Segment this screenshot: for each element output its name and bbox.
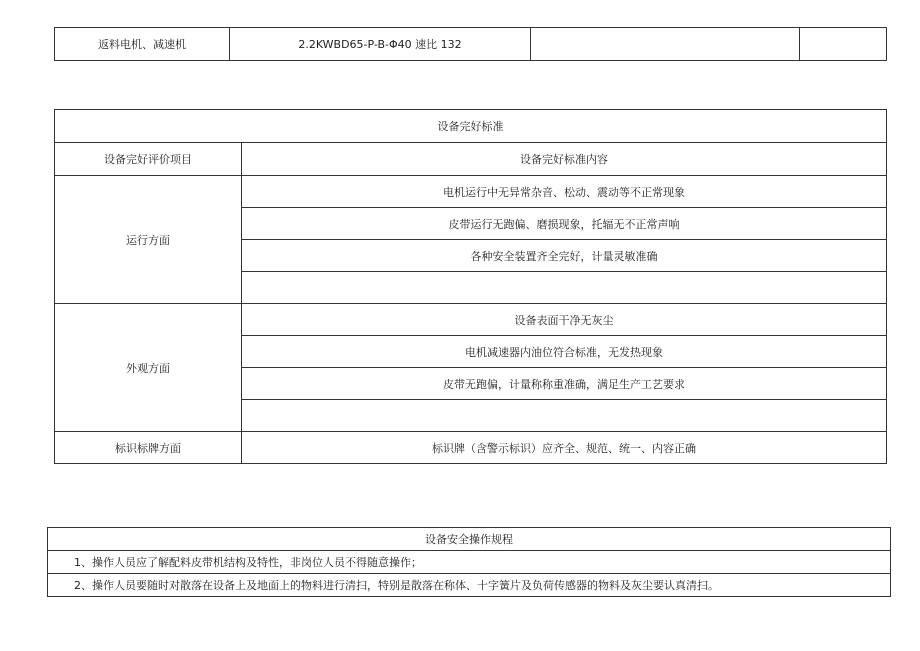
standard-content: 皮带运行无跑偏、磨损现象，托辐无不正常声响 xyxy=(242,208,887,240)
section-item-operation: 运行方面 xyxy=(55,176,242,304)
equipment-cell-4 xyxy=(800,28,887,61)
standard-content xyxy=(242,272,887,304)
safety-rule-1: 1、操作人员应了解配料皮带机结构及特性，非岗位人员不得随意操作； xyxy=(48,551,891,574)
list-item xyxy=(48,551,891,574)
standard-content: 皮带无跑偏，计量称称重准确，满足生产工艺要求 xyxy=(242,368,887,400)
table-row xyxy=(55,432,887,464)
standard-content: 电机减速器内油位符合标准，无发热现象 xyxy=(242,336,887,368)
equipment-name: 返料电机、减速机 xyxy=(55,28,230,61)
col-header-content: 设备完好标准内容 xyxy=(242,143,887,176)
standard-content xyxy=(242,400,887,432)
standard-header-row xyxy=(55,143,887,176)
equipment-table xyxy=(54,27,887,61)
safety-rule-2: 2、操作人员要随时对散落在设备上及地面上的物料进行清扫，特别是散落在称体、十字簧片及负荷传感器的物料及灰尘要认真清扫。 xyxy=(48,574,891,597)
equipment-spec: 2.2KWBD65-P-B-Φ40 速比 132 xyxy=(230,28,531,61)
list-item xyxy=(48,574,891,597)
standard-content: 各种安全装置齐全完好，计量灵敏准确 xyxy=(242,240,887,272)
section-item-signage: 标识标牌方面 xyxy=(55,432,242,464)
standard-content: 设备表面干净无灰尘 xyxy=(242,304,887,336)
safety-title-row xyxy=(48,528,891,551)
standard-title: 设备完好标准 xyxy=(55,110,887,143)
col-header-item: 设备完好评价项目 xyxy=(55,143,242,176)
standard-content: 电机运行中无异常杂音、松动、震动等不正常现象 xyxy=(242,176,887,208)
section-item-appearance: 外观方面 xyxy=(55,304,242,432)
safety-rules-table xyxy=(47,527,891,597)
equipment-row xyxy=(55,28,887,61)
standard-title-row xyxy=(55,110,887,143)
standard-table xyxy=(54,109,887,464)
table-row xyxy=(55,176,887,208)
table-row xyxy=(55,304,887,336)
standard-content: 标识牌（含警示标识）应齐全、规范、统一、内容正确 xyxy=(242,432,887,464)
equipment-cell-3 xyxy=(531,28,800,61)
safety-title: 设备安全操作规程 xyxy=(48,528,891,551)
